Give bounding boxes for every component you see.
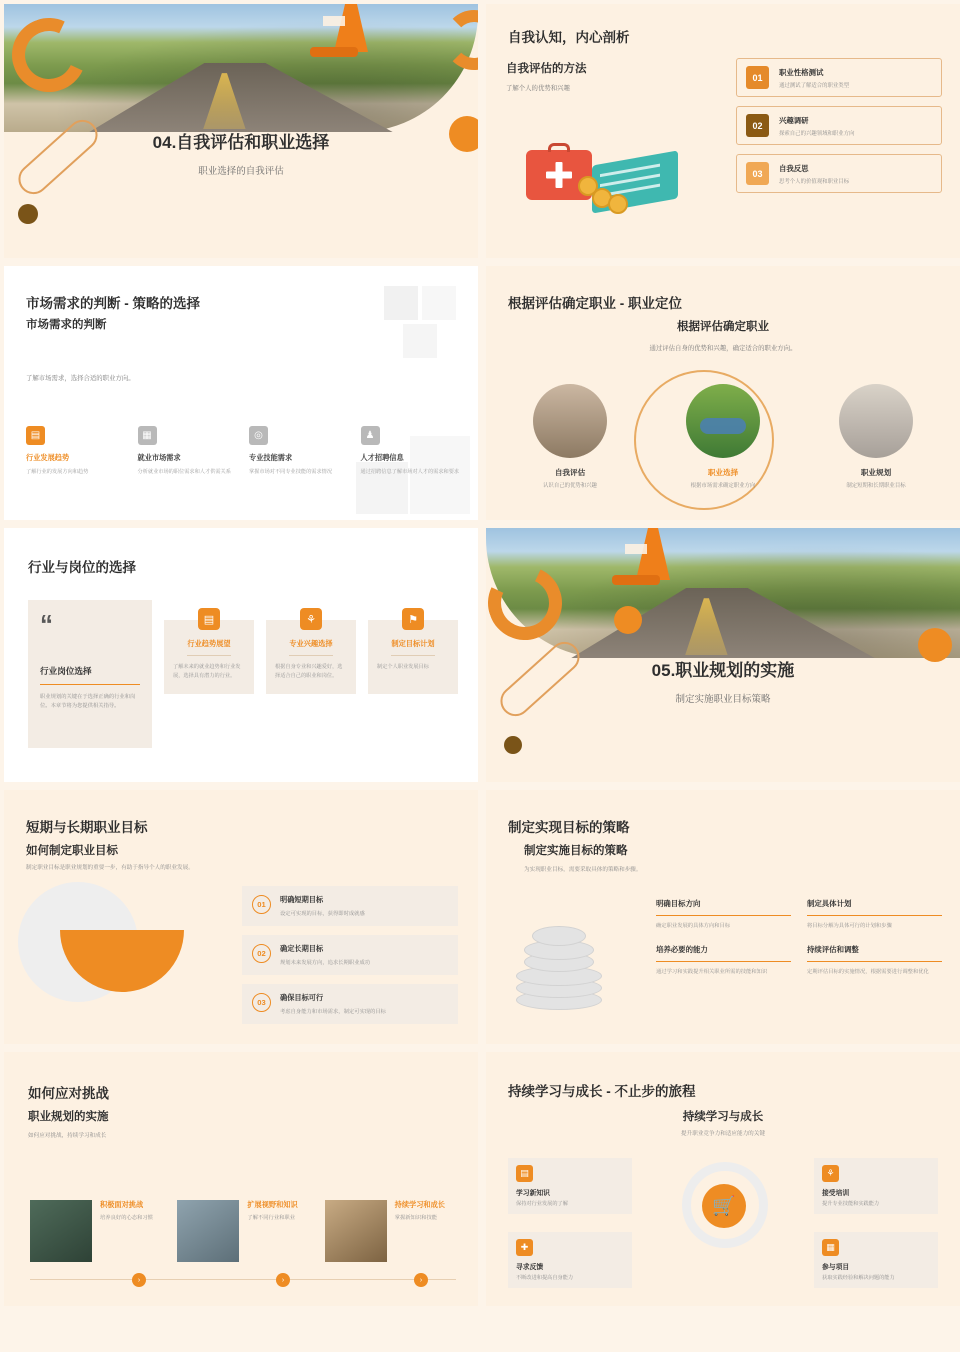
decorative-dot-dark (18, 204, 38, 224)
arrow-right-icon[interactable]: › (414, 1273, 428, 1287)
circle-desc: 根据市场需求确定职业方向 (690, 483, 756, 489)
slide-heading: 如何应对挑战 (28, 1086, 109, 1101)
column-item[interactable] (249, 426, 349, 476)
divider (40, 684, 140, 685)
slide-subheading: 持续学习与成长 (682, 1111, 764, 1123)
card-desc: 掌握新知识和技能 (394, 1215, 438, 1221)
item-title: 确定长期目标 (280, 944, 324, 953)
four-column-list (26, 426, 460, 476)
item-number: 02 (746, 114, 769, 137)
card-title: 学习新知识 (516, 1190, 550, 1197)
quote-desc: 职业规划的关键在于选择正确的行业和岗位。本章节将为您提供相关指导。 (40, 693, 136, 709)
photo-card[interactable] (30, 1200, 161, 1262)
slide-description: 了解市场需求，选择合适的职业方向。 (26, 375, 135, 382)
decorative-dot (614, 606, 642, 634)
photo-card-row (30, 1200, 456, 1262)
item-number: 03 (252, 993, 271, 1012)
mini-card[interactable] (266, 613, 356, 694)
item-number: 01 (252, 895, 271, 914)
slide-heading: 持续学习与成长 - 不止步的旅程 (508, 1084, 696, 1099)
item-desc: 通过测试了解适合的职业类型 (779, 82, 850, 89)
training-icon: ⚘ (822, 1165, 839, 1182)
slide-heading: 自我认知，内心剖析 (508, 30, 630, 45)
chart-icon: ▤ (26, 426, 45, 445)
arrow-right-icon[interactable]: › (132, 1273, 146, 1287)
column-title: 人才招聘信息 (360, 453, 404, 462)
cycle-card[interactable] (814, 1232, 938, 1288)
column-item[interactable] (138, 426, 238, 476)
card-desc: 根据自身专业和兴趣爱好，选择适合自己的职业和岗位。 (275, 664, 343, 679)
slide-heading: 短期与长期职业目标 (26, 820, 148, 835)
cycle-card[interactable] (508, 1158, 632, 1214)
column-desc: 分析就业市场的职位需求和人才供需关系 (137, 469, 231, 475)
slide-self-awareness[interactable] (486, 4, 960, 258)
card-desc: 培养良好的心态和习惯 (100, 1215, 153, 1221)
book-icon: ▤ (516, 1165, 533, 1182)
slide-industry-position[interactable] (4, 528, 478, 782)
photo-card[interactable] (177, 1200, 308, 1262)
briefcase-icon: ▦ (138, 426, 157, 445)
slide-title-04[interactable] (4, 4, 478, 258)
list-item[interactable] (242, 886, 458, 926)
column-item[interactable] (26, 426, 126, 476)
item-desc: 将目标分解为具体可行的计划和步骤 (807, 923, 892, 929)
card-desc: 了解未来的就业趋势和行业发展，选择具有潜力的行业。 (173, 664, 241, 679)
column-item[interactable] (361, 426, 461, 476)
item-title: 确保目标可行 (280, 993, 324, 1002)
slide-subheading: 自我评估的方法 (506, 63, 587, 75)
strategy-grid (656, 898, 942, 977)
decorative-square (403, 324, 437, 358)
item-title: 自我反思 (779, 163, 809, 173)
card-desc: 了解不同行业和职业 (247, 1215, 296, 1221)
card-title: 积极面对挑战 (100, 1200, 144, 1209)
card-desc: 获取实践经验和解决问题的能力 (822, 1275, 895, 1281)
card-desc: 提升专业技能和实践能力 (822, 1201, 880, 1207)
item-desc: 定期评估目标的实施情况，根据需要进行调整和优化 (807, 969, 929, 976)
item-desc: 通过学习和实践提升相关职业所需的技能和知识 (656, 969, 768, 976)
slide-subheading: 职业规划的实施 (28, 1111, 109, 1123)
cycle-card[interactable] (508, 1232, 632, 1288)
divider (656, 915, 791, 916)
slide-description: 如何应对挑战，持续学习和成长 (28, 1133, 107, 1139)
photo-career-choice (686, 384, 760, 458)
slide-subheading: 制定实施目标的策略 (524, 845, 628, 857)
goal-list (242, 886, 458, 1033)
item-number: 03 (746, 162, 769, 185)
document-icon: ▤ (198, 608, 220, 630)
people-icon: ♟ (361, 426, 380, 445)
grid-item[interactable] (656, 898, 791, 930)
photo-self-assessment (533, 384, 607, 458)
page-subtitle: 职业选择的自我评估 (198, 166, 284, 178)
slide-description: 通过评估自身的优势和兴趣，确定适合的职业方向。 (649, 345, 797, 352)
slide-description: 制定职业目标是职业规划的重要一步，有助于指导个人的职业发展。 (26, 865, 194, 871)
card-title: 专业兴趣选择 (289, 639, 333, 648)
photo-blackboard (177, 1200, 239, 1262)
photo-career-planning (839, 384, 913, 458)
decorative-square (384, 286, 418, 320)
slide-heading: 根据评估确定职业 - 职业定位 (508, 296, 682, 311)
list-item[interactable] (736, 106, 942, 145)
quote-card (28, 600, 152, 748)
slide-description: 为实现职业目标，需要采取具体的策略和步骤。 (524, 867, 642, 873)
circle-title: 职业规划 (860, 468, 892, 477)
slide-subheading: 如何制定职业目标 (26, 845, 118, 857)
circle-desc: 制定短期和长期职业目标 (846, 483, 906, 489)
feedback-icon: ✚ (516, 1239, 533, 1256)
list-item[interactable] (242, 935, 458, 975)
item-desc: 设定可实现的目标，获得即时成就感 (280, 911, 365, 917)
divider (656, 961, 791, 962)
slide-career-positioning[interactable] (486, 266, 960, 520)
item-number: 02 (252, 944, 271, 963)
circle-item[interactable] (663, 384, 783, 491)
illustration-medical-kit (516, 132, 716, 232)
card-title: 接受培训 (822, 1190, 850, 1197)
flag-icon: ⚑ (402, 608, 424, 630)
list-item[interactable] (736, 58, 942, 97)
column-title: 专业技能需求 (249, 453, 293, 462)
list-item[interactable] (736, 154, 942, 193)
slide-subheading: 根据评估确定职业 (677, 321, 769, 333)
slide-goals[interactable] (4, 790, 478, 1044)
circle-title: 职业选择 (707, 468, 739, 477)
card-desc: 保持对行业发展的了解 (516, 1201, 568, 1207)
item-title: 明确目标方向 (656, 899, 701, 908)
slide-heading: 市场需求的判断 - 策略的选择 (26, 296, 200, 311)
column-desc: 通过招聘信息了解市场对人才的需求和要求 (360, 469, 460, 475)
mini-card[interactable] (368, 613, 458, 694)
timeline-divider (30, 1279, 456, 1280)
quote-title: 行业岗位选择 (40, 665, 92, 676)
item-desc: 考虑自身能力和市场需求，制定可实现的目标 (280, 1009, 386, 1015)
slide-heading: 行业与岗位的选择 (28, 560, 136, 575)
mini-card[interactable] (164, 613, 254, 694)
shopping-cart-icon: 🛒 (702, 1184, 746, 1228)
slide-strategies[interactable] (486, 790, 960, 1044)
item-desc: 思考个人的价值观和职业目标 (779, 178, 850, 185)
slide-subheading: 市场需求的判断 (26, 319, 107, 331)
slide-description: 了解个人的优势和兴趣 (506, 85, 570, 92)
card-title: 持续学习和成长 (394, 1200, 445, 1209)
decorative-square (422, 286, 456, 320)
target-icon: ◎ (249, 426, 268, 445)
page-title: 05.职业规划的实施 (651, 661, 795, 680)
left-column (506, 60, 702, 94)
item-desc: 探索自己的兴趣领域和职业方向 (779, 130, 855, 137)
cycle-diagram (486, 1148, 960, 1298)
decorative-dot-dark (504, 736, 522, 754)
numbered-list (736, 58, 942, 202)
column-desc: 了解行业的发展方向和趋势 (26, 469, 89, 475)
card-title: 参与项目 (822, 1264, 850, 1271)
photo-graduation (325, 1200, 387, 1262)
coin-icon (532, 926, 586, 946)
item-number: 01 (746, 66, 769, 89)
slide-challenges[interactable] (4, 1052, 478, 1306)
grid-item[interactable] (807, 898, 942, 930)
item-title: 职业性格测试 (779, 67, 824, 77)
page-subtitle: 制定实施职业目标策略 (675, 694, 771, 706)
card-title: 制定目标计划 (391, 639, 435, 648)
slide-description: 提升职业竞争力和适应能力的关键 (681, 1131, 765, 1137)
item-title: 培养必要的能力 (656, 945, 708, 955)
card-title: 寻求反馈 (516, 1264, 544, 1271)
item-desc: 规划未来发展方向，追求长期职业成功 (280, 960, 371, 966)
divider (187, 655, 230, 656)
card-title: 扩展视野和知识 (247, 1200, 298, 1209)
coin-icon (608, 194, 628, 214)
slide-continuous-learning[interactable] (486, 1052, 960, 1306)
divider (807, 915, 942, 916)
column-title: 就业市场需求 (137, 453, 181, 462)
slide-market-demand[interactable] (4, 266, 478, 520)
card-desc: 制定个人职业发展目标 (377, 664, 429, 670)
circle-photo-row (510, 384, 936, 491)
title-block (4, 132, 478, 177)
divider (807, 961, 942, 962)
circle-item[interactable] (816, 384, 936, 491)
group-icon: ⚘ (300, 608, 322, 630)
page-title: 04.自我评估和职业选择 (152, 133, 330, 152)
circle-item[interactable] (510, 384, 630, 491)
item-title: 持续评估和调整 (807, 945, 859, 955)
card-title: 行业趋势展望 (187, 639, 231, 648)
slide-title-05[interactable] (486, 528, 960, 782)
item-desc: 确定职业发展的具体方向和目标 (656, 923, 731, 929)
title-block (486, 660, 960, 705)
arrow-right-icon[interactable]: › (276, 1273, 290, 1287)
cycle-card[interactable] (814, 1158, 938, 1214)
circle-title: 自我评估 (554, 468, 586, 477)
column-title: 行业发展趋势 (26, 453, 70, 462)
photo-classroom (30, 1200, 92, 1262)
item-title: 明确短期目标 (280, 895, 324, 904)
card-desc: 不断改进和提高自身能力 (516, 1275, 574, 1281)
item-title: 制定具体计划 (807, 899, 852, 908)
illustration-coin-stack (516, 918, 626, 1018)
grid-item[interactable] (807, 944, 942, 976)
quote-icon: “ (40, 609, 53, 639)
column-desc: 掌握市场对不同专业技能的需求情况 (249, 469, 333, 475)
photo-card[interactable] (325, 1200, 456, 1262)
divider (391, 655, 434, 656)
grid-item[interactable] (656, 944, 791, 976)
slide-heading: 制定实现目标的策略 (508, 820, 630, 835)
mini-card-row (164, 613, 458, 694)
decorative-dot (918, 628, 952, 662)
circle-desc: 认识自己的优势和兴趣 (543, 483, 597, 489)
divider (289, 655, 332, 656)
project-icon: ▦ (822, 1239, 839, 1256)
list-item[interactable] (242, 984, 458, 1024)
item-title: 兴趣调研 (779, 115, 809, 125)
